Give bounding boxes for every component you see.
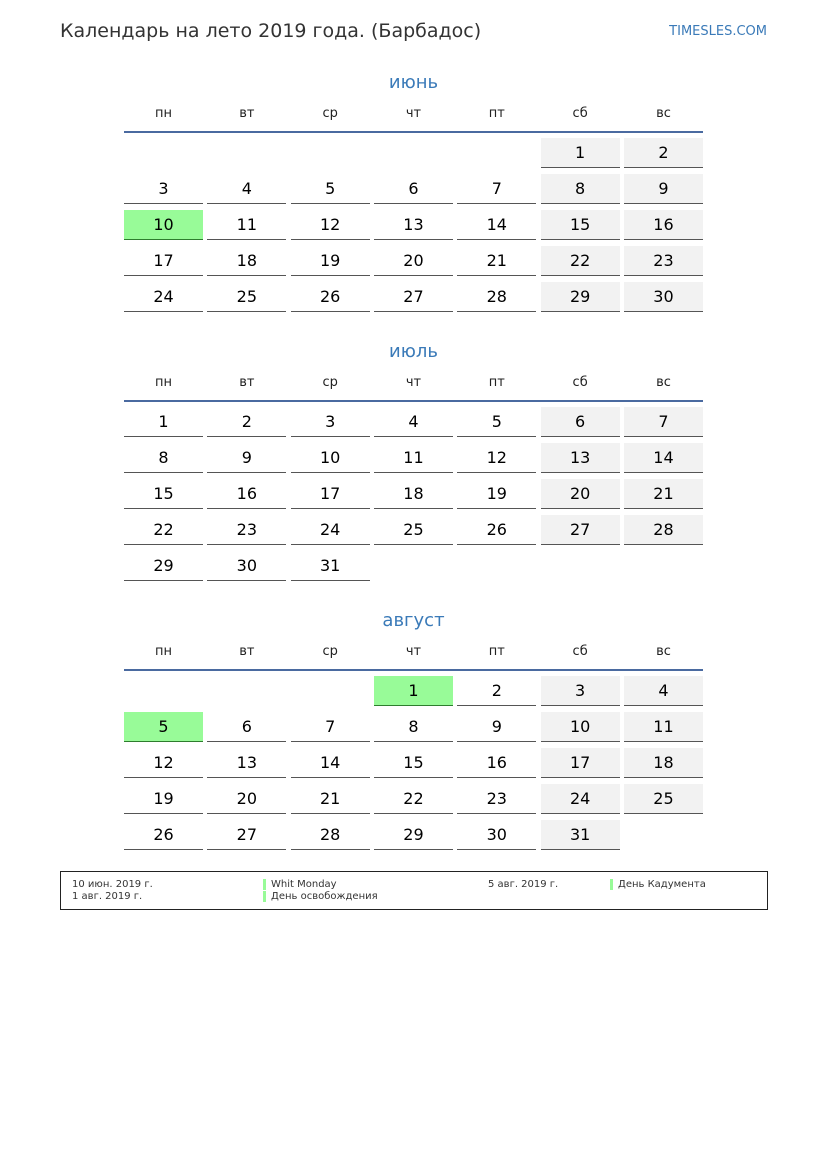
weekday-label: вт [239,375,255,390]
week-row [124,282,703,313]
weekday-label: пт [488,644,505,659]
day-cell: 15 [374,748,453,778]
weeks [124,407,703,582]
day-cell: 13 [207,748,286,778]
day-cell: 14 [291,748,370,778]
month-2 [124,609,703,856]
day-cell: 25 [207,282,286,312]
day-cell: 31 [291,551,370,581]
empty-day-cell [124,676,203,705]
weekend-day-cell: 11 [624,712,703,742]
weekday-label: ср [322,375,338,390]
day-cell: 3 [124,174,203,204]
day-cell: 6 [207,712,286,742]
weekday-label: вт [239,644,255,659]
day-cell: 27 [374,282,453,312]
weeks [124,138,703,313]
month-title: август [382,610,445,631]
day-cell: 12 [457,443,536,473]
day-cell: 6 [374,174,453,204]
day-cell: 23 [207,515,286,545]
empty-day-cell [124,138,203,167]
weekend-day-cell: 27 [541,515,620,545]
weekday-label: чт [405,375,422,390]
day-cell: 27 [207,820,286,850]
holiday-color-swatch [263,891,266,902]
legend-holiday-name: Whit Monday [271,879,337,890]
day-cell: 9 [207,443,286,473]
day-cell: 8 [124,443,203,473]
weekday-label: сб [572,644,588,659]
day-cell: 19 [291,246,370,276]
day-cell: 17 [124,246,203,276]
weekend-day-cell: 23 [624,246,703,276]
legend-date: 10 июн. 2019 г. [72,879,153,890]
day-cell: 15 [124,479,203,509]
day-cell: 24 [124,282,203,312]
day-cell: 18 [374,479,453,509]
weekend-day-cell: 30 [624,282,703,312]
day-cell: 8 [374,712,453,742]
day-cell: 23 [457,784,536,814]
site-link[interactable]: TIMESLES.COM [669,24,767,39]
week-row [124,712,703,743]
day-cell: 5 [457,407,536,437]
weekend-day-cell: 24 [541,784,620,814]
month-title: июль [389,341,438,362]
weekday-label: вс [656,106,671,121]
day-cell: 9 [457,712,536,742]
empty-day-cell [207,676,286,705]
week-row [124,174,703,205]
weekend-day-cell: 9 [624,174,703,204]
weekend-day-cell: 17 [541,748,620,778]
day-cell: 19 [124,784,203,814]
weekday-label: пт [488,106,505,121]
month-0 [124,71,703,318]
day-cell: 2 [457,676,536,706]
week-row [124,479,703,510]
empty-day-cell [291,138,370,167]
day-cell: 3 [291,407,370,437]
week-row [124,210,703,241]
day-cell: 28 [291,820,370,850]
day-cell: 2 [207,407,286,437]
day-cell: 17 [291,479,370,509]
weekend-day-cell: 21 [624,479,703,509]
weekday-label: ср [322,644,338,659]
legend-holiday-name: День освобождения [271,891,378,902]
day-cell: 20 [374,246,453,276]
week-row [124,784,703,815]
weekday-label: чт [405,644,422,659]
weekend-day-cell: 16 [624,210,703,240]
weekend-day-cell: 2 [624,138,703,168]
legend-holiday [263,879,337,891]
weekend-day-cell: 14 [624,443,703,473]
day-cell: 4 [374,407,453,437]
weekend-day-cell: 29 [541,282,620,312]
weekend-day-cell: 15 [541,210,620,240]
day-cell: 16 [457,748,536,778]
empty-day-cell [541,551,620,580]
weekend-day-cell: 25 [624,784,703,814]
page-title: Календарь на лето 2019 года. (Барбадос) [60,20,482,42]
day-cell: 11 [207,210,286,240]
legend-holiday-name: День Кадумента [618,879,706,890]
day-cell: 16 [207,479,286,509]
day-cell: 5 [291,174,370,204]
empty-day-cell [624,820,703,849]
day-cell: 1 [124,407,203,437]
weekend-day-cell: 31 [541,820,620,850]
weekday-label: сб [572,375,588,390]
weekend-day-cell: 13 [541,443,620,473]
holiday-day-cell: 5 [124,712,203,742]
weekend-day-cell: 1 [541,138,620,168]
holiday-color-swatch [610,879,613,890]
weekend-day-cell: 28 [624,515,703,545]
weekend-day-cell: 3 [541,676,620,706]
weekday-header [124,374,703,402]
weekday-label: пн [155,106,172,121]
day-cell: 30 [207,551,286,581]
weekend-day-cell: 8 [541,174,620,204]
empty-day-cell [207,138,286,167]
weekday-label: пн [155,375,172,390]
day-cell: 11 [374,443,453,473]
weekend-day-cell: 4 [624,676,703,706]
weekday-label: вс [656,375,671,390]
day-cell: 4 [207,174,286,204]
empty-day-cell [457,551,536,580]
day-cell: 10 [291,443,370,473]
day-cell: 26 [457,515,536,545]
day-cell: 7 [457,174,536,204]
holiday-day-cell: 1 [374,676,453,706]
weekday-label: вс [656,644,671,659]
legend-holiday [610,879,706,891]
weekday-label: вт [239,106,255,121]
day-cell: 28 [457,282,536,312]
day-cell: 21 [291,784,370,814]
weekend-day-cell: 18 [624,748,703,778]
holiday-day-cell: 10 [124,210,203,240]
weekend-day-cell: 7 [624,407,703,437]
day-cell: 22 [374,784,453,814]
day-cell: 22 [124,515,203,545]
week-row [124,676,703,707]
day-cell: 14 [457,210,536,240]
weekend-day-cell: 6 [541,407,620,437]
day-cell: 26 [124,820,203,850]
day-cell: 20 [207,784,286,814]
weeks [124,676,703,851]
day-cell: 29 [124,551,203,581]
weekday-label: пн [155,644,172,659]
empty-day-cell [374,551,453,580]
holiday-legend [60,871,768,910]
day-cell: 12 [291,210,370,240]
weekend-day-cell: 20 [541,479,620,509]
empty-day-cell [624,551,703,580]
month-title: июнь [388,72,439,93]
day-cell: 26 [291,282,370,312]
weekday-label: чт [405,106,422,121]
weekday-header [124,105,703,133]
day-cell: 30 [457,820,536,850]
month-1 [124,340,703,587]
weekday-label: сб [572,106,588,121]
day-cell: 21 [457,246,536,276]
weekday-label: ср [322,106,338,121]
week-row [124,820,703,851]
weekday-label: пт [488,375,505,390]
day-cell: 29 [374,820,453,850]
legend-holiday [263,891,378,903]
week-row [124,407,703,438]
week-row [124,246,703,277]
day-cell: 18 [207,246,286,276]
legend-date: 5 авг. 2019 г. [488,879,559,890]
empty-day-cell [291,676,370,705]
day-cell: 13 [374,210,453,240]
weekend-day-cell: 22 [541,246,620,276]
empty-day-cell [374,138,453,167]
week-row [124,551,703,582]
legend-date: 1 авг. 2019 г. [72,891,143,902]
holiday-color-swatch [263,879,266,890]
day-cell: 24 [291,515,370,545]
day-cell: 12 [124,748,203,778]
weekend-day-cell: 10 [541,712,620,742]
week-row [124,515,703,546]
week-row [124,138,703,169]
day-cell: 25 [374,515,453,545]
day-cell: 19 [457,479,536,509]
day-cell: 7 [291,712,370,742]
weekday-header [124,643,703,671]
week-row [124,443,703,474]
empty-day-cell [457,138,536,167]
week-row [124,748,703,779]
